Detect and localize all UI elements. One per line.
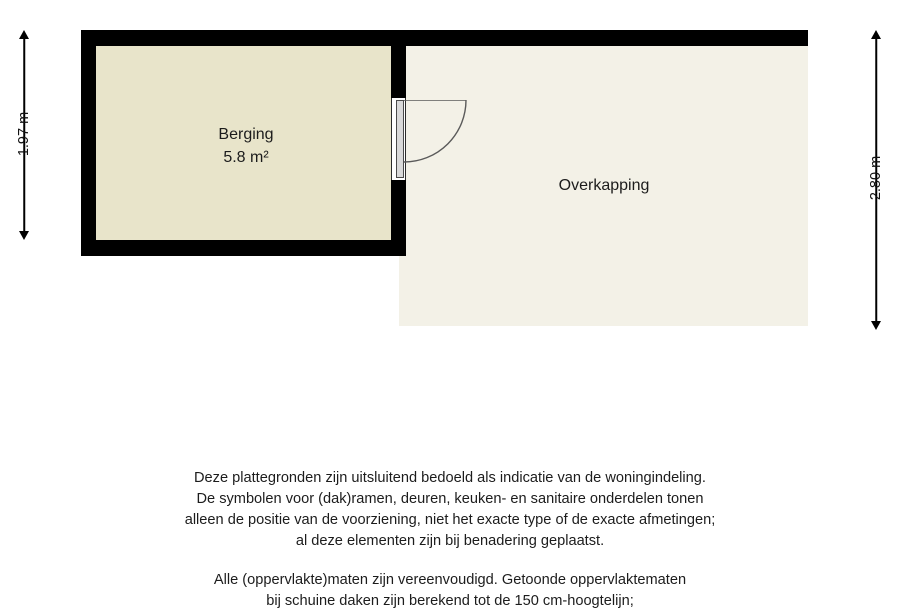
dimension-left-label: 1.97 m — [16, 111, 32, 157]
door-leaf-icon — [396, 100, 404, 178]
disclaimer-line-6: bij schuine daken zijn berekend tot de 150 cm-hoogtelijn; — [266, 593, 634, 609]
disclaimer-text — [0, 468, 900, 612]
dimension-right — [860, 30, 892, 330]
disclaimer-line-5: Alle (oppervlakte)maten zijn vereenvoudigd. Getoonde oppervlaktematen — [213, 572, 687, 588]
disclaimer-line-4: al deze elementen zijn bij benadering geplaatst. — [295, 533, 605, 549]
door-swing-arc-icon — [404, 100, 474, 178]
room-area-label-berging: 5.8 m² — [223, 149, 269, 167]
wall-left — [81, 30, 96, 256]
room-label-berging — [146, 123, 346, 169]
room-name-overkapping: Overkapping — [558, 177, 650, 194]
wall-top — [81, 30, 808, 46]
arrow-down-icon — [871, 321, 881, 330]
disclaimer-line-3: alleen de positie van de voorziening, niet het exacte type of de exacte afmetingen; — [184, 512, 716, 528]
disclaimer-line-2: De symbolen voor (dak)ramen, deuren, keuken- en sanitaire onderdelen tonen — [196, 491, 704, 507]
room-name-berging: Berging — [218, 126, 274, 143]
room-label-overkapping — [504, 174, 704, 197]
disclaimer-line-1: Deze plattegronden zijn uitsluitend bedoeld als indicatie van de woningindeling. — [194, 470, 706, 486]
dimension-right-label: 2.80 m — [868, 155, 884, 201]
wall-bottom — [81, 240, 406, 256]
arrow-down-icon — [19, 231, 29, 240]
dimension-left — [8, 30, 40, 240]
